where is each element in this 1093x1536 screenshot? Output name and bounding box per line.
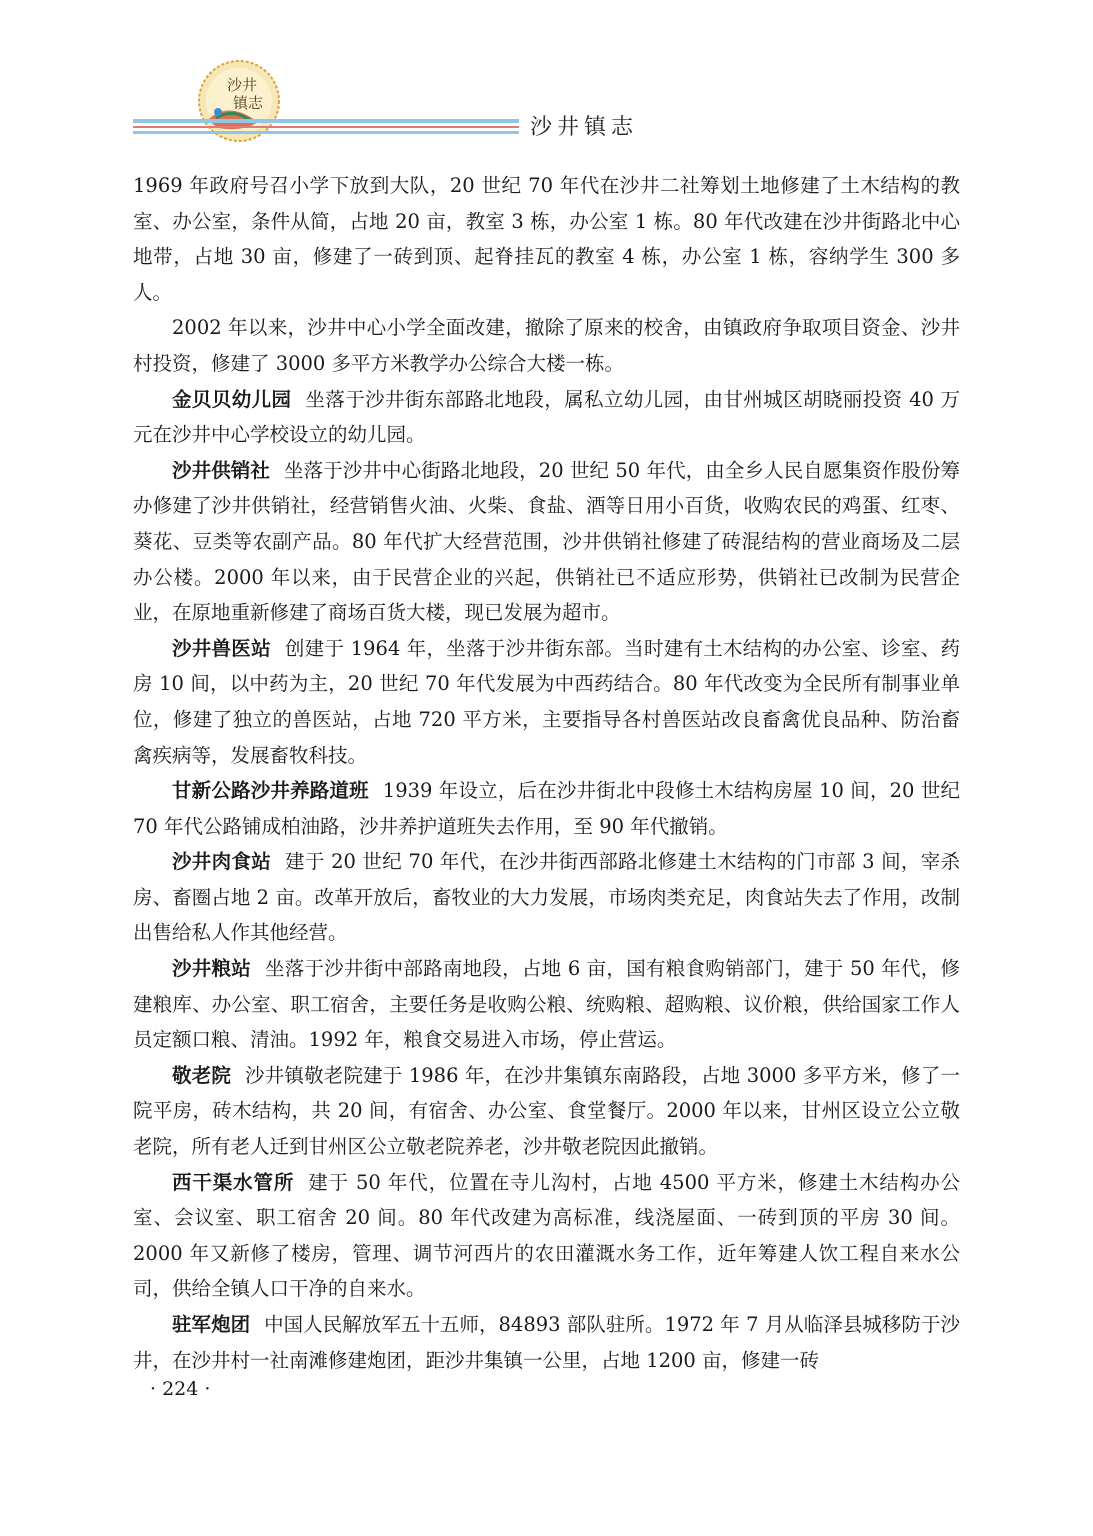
- paragraph: [133, 453, 960, 631]
- paragraph-text: 坐落于沙井街中部路南地段，占地 6 亩，国有粮食购销部门，建于 50 年代，修建粮库、办公室、职工宿舍，主要任务是收购公粮、统购粮、超购粮、议价粮，供给国家工作人员定额口粮、清油。1992 年，粮食交易进入市场，停止营运。: [133, 957, 960, 1052]
- entry-term: 沙井兽医站: [172, 636, 271, 660]
- paragraph-text: 沙井镇敬老院建于 1986 年，在沙井集镇东南路段，占地 3000 多平方米，修了一院平房，砖木结构，共 20 间，有宿舍、办公室、食堂餐厅。2000 年以来，甘州区设立公立敬老院，所有老人迁到甘州区公立敬老院养老，沙井敬老院因此撤销。: [133, 1063, 960, 1159]
- entry-term: 金贝贝幼儿园: [172, 387, 292, 411]
- paragraph: [133, 773, 960, 844]
- paragraph-text: 坐落于沙井街东部路北地段，属私立幼儿园，由甘州城区胡晓丽投资 40 万元在沙井中心学校设立的幼儿园。: [133, 387, 960, 447]
- paragraph: [133, 382, 960, 453]
- paragraph: [133, 844, 960, 951]
- logo-text-line2: 镇志: [232, 94, 264, 112]
- entry-term: 甘新公路沙井养路道班: [172, 779, 369, 803]
- paragraph: [133, 631, 960, 773]
- paragraph-text: 创建于 1964 年，坐落于沙井街东部。当时建有土木结构的办公室、诊室、药房 10 间，以中药为主，20 世纪 70 年代发展为中西药结合。80 年代改变为全民所有制事业单位，修建了独立的兽医站，占地 720 平方米，主要指导各村兽医站改良畜禽优良品种、防治畜禽疾病等，发展畜牧科技。: [133, 636, 960, 767]
- header-rule-red: [133, 126, 519, 128]
- paragraph: [133, 1307, 960, 1378]
- paragraph-text: 1939 年设立，后在沙井街北中段修土木结构房屋 10 间，20 世纪 70 年代公路铺成柏油路，沙井养护道班失去作用，至 90 年代撤销。: [133, 779, 960, 838]
- paragraph-text: 建于 20 世纪 70 年代，在沙井街西部路北修建土木结构的门市部 3 间，宰杀房、畜圈占地 2 亩。改革开放后，畜牧业的大力发展，市场肉类充足，肉食站失去了作用，改制出售给私人作其他经营。: [133, 850, 960, 945]
- paragraph: [133, 951, 960, 1058]
- paragraph-text: 2002 年以来，沙井中心小学全面改建，撤除了原来的校舍，由镇政府争取项目资金、沙井村投资，修建了 3000 多平方米教学办公综合大楼一栋。: [133, 316, 960, 375]
- entry-term: 沙井粮站: [172, 957, 252, 981]
- entry-term: 敬老院: [172, 1063, 232, 1087]
- paragraph: [133, 310, 960, 381]
- book-logo: [198, 60, 280, 142]
- running-header-title: 沙井镇志: [530, 115, 639, 140]
- entry-term: 西干渠水管所: [172, 1170, 295, 1194]
- page-number: · 224 ·: [150, 1378, 211, 1400]
- entry-term: 沙井肉食站: [172, 850, 272, 874]
- paragraph-text: 坐落于沙井中心街路北地段，20 世纪 50 年代，由全乡人民自愿集资作股份筹办修建了沙井供销社，经营销售火油、火柴、食盐、酒等日用小百货，收购农民的鸡蛋、红枣、葵花、豆类等农副产品。80 年代扩大经营范围，沙井供销社修建了砖混结构的营业商场及二层办公楼。2000 年以来，由于民营企业的兴起，供销社已不适应形势，供销社已改制为民营企业，在原地重新修建了商场百货大楼，现已发展为超市。: [133, 458, 960, 625]
- paragraph-text: 1969 年政府号召小学下放到大队，20 世纪 70 年代在沙井二社筹划土地修建了土木结构的教室、办公室，条件从简，占地 20 亩，教室 3 栋，办公室 1 栋。80 年代改建在沙井街路北中心地带，占地 30 亩，修建了一砖到顶、起脊挂瓦的教室 4 栋，办公室 1 栋，容纳学生 300 多人。: [133, 174, 960, 304]
- paragraph: [133, 168, 960, 310]
- header-rule-blue-top: [133, 119, 519, 123]
- logo-text-line1: 沙井: [226, 76, 258, 94]
- body-text: [133, 168, 960, 1378]
- paragraph-text: 建于 50 年代，位置在寺儿沟村，占地 4500 平方米，修建土木结构办公室、会议室、职工宿舍 20 间。80 年代改建为高标准，线浇屋面、一砖到顶的平房 30 间。2000 年又新修了楼房，管理、调节河西片的农田灌溉水务工作，近年筹建人饮工程自来水公司，供给全镇人口干净的自来水。: [133, 1170, 960, 1301]
- entry-term: 沙井供销社: [172, 458, 270, 482]
- paragraph-text: 中国人民解放军五十五师，84893 部队驻所。1972 年 7 月从临泽县城移防于沙井，在沙井村一社南滩修建炮团，距沙井集镇一公里，占地 1200 亩，修建一砖: [133, 1313, 960, 1372]
- entry-term: 驻军炮团: [172, 1313, 251, 1336]
- paragraph: [133, 1165, 960, 1307]
- header-rule-blue-bottom: [133, 131, 519, 134]
- paragraph: [133, 1058, 960, 1165]
